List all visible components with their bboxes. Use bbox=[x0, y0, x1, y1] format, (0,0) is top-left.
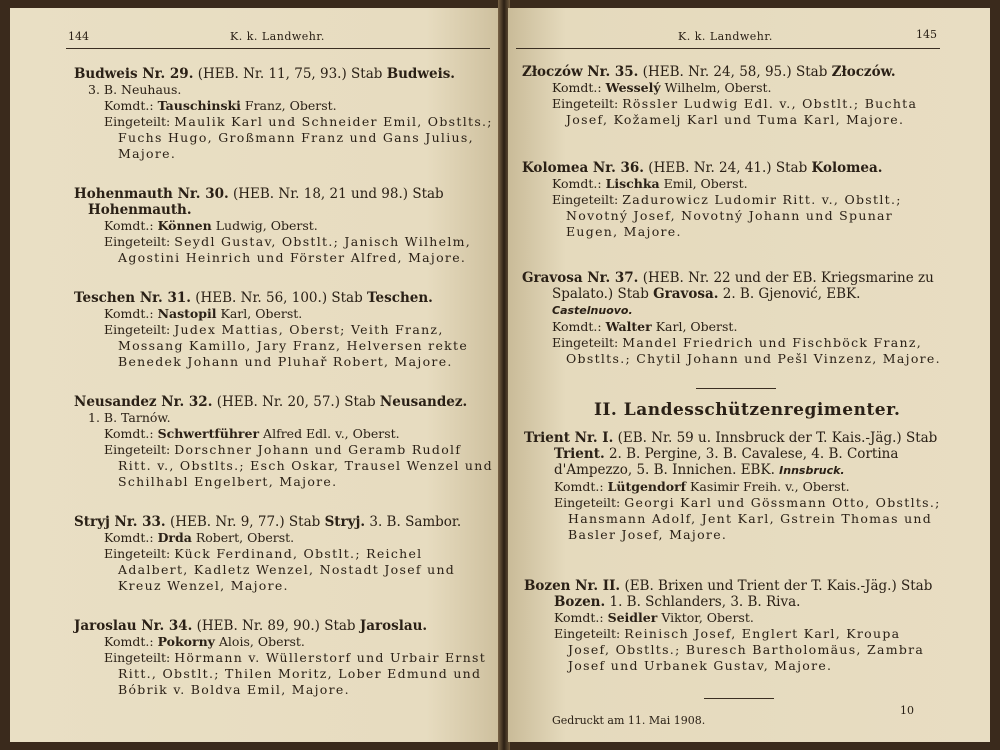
signature-mark: 10 bbox=[900, 704, 914, 717]
entry-jaroslau: Jaroslau Nr. 34. (HEB. Nr. 89, 90.) Stab Jaroslau. Komdt.: Pokorny Alois, Oberst. Eingeteilt: Hörmann v. Wüllerstorf und Urbair Ernst Ritt., Obstlt.; Thilen Moritz, Lober Edmund und Bóbrik v. Boldva Emil, Majore. bbox=[74, 618, 487, 697]
entry-trient: Trient Nr. I. (EB. Nr. 59 u. Innsbruck der T. Kais.-Jäg.) Stab Trient. 2. B. Pergine, 3. B. Cavalese, 4. B. Cortina d'Ampezzo, 5. B. Innichen. EBK. Innsbruck. Komdt.: Lütgendorf Kasimir Freih. v., Oberst. Eingeteilt: Georgi Karl und Gössmann Otto, Obstlts.; Hansmann Adolf, Jent Karl, Gstrein Thomas und Basler Josef, Majore. bbox=[524, 430, 941, 542]
entry-gravosa: Gravosa Nr. 37. (HEB. Nr. 22 und der EB. Kriegsmarine zu Spalato.) Stab Gravosa. 2. B. Gjenović, EBK. Castelnuovo. Komdt.: Walter Karl, Oberst. Eingeteilt: Mandel Friedrich und Fischböck Franz, Obstlts.; Chytil Johann und Pešl Vinzenz, Majore. bbox=[522, 270, 941, 366]
footer-divider bbox=[704, 698, 774, 699]
entry-budweis: Budweis Nr. 29. (HEB. Nr. 11, 75, 93.) Stab Budweis. 3. B. Neuhaus. Komdt.: Tauschinski Franz, Oberst. Eingeteilt: Maulik Karl und Schneider Emil, Obstlts.; Fuchs Hugo, Großmann Franz und Gans Julius, Majore. bbox=[74, 66, 493, 161]
entry-kolomea: Kolomea Nr. 36. (HEB. Nr. 24, 41.) Stab Kolomea. Komdt.: Lischka Emil, Oberst. Eingeteilt: Zadurowicz Ludomir Ritt. v., Obstlt.; Novotný Josef, Novotný Johann und Spunar Eugen, Majore. bbox=[522, 160, 902, 239]
entry-hohenmauth: Hohenmauth Nr. 30. (HEB. Nr. 18, 21 und 98.) Stab Hohenmauth. Komdt.: Können Ludwig, Oberst. Eingeteilt: Seydl Gustav, Obstlt.; Janisch Wilhelm, Agostini Heinrich und Förster Alfred, Majore. bbox=[74, 186, 472, 265]
running-header-left: K. k. Landwehr. bbox=[230, 30, 325, 43]
entry-zloczow: Złoczów Nr. 35. (HEB. Nr. 24, 58, 95.) Stab Złoczów. Komdt.: Wesselý Wilhelm, Oberst. Eingeteilt: Rössler Ludwig Edl. v., Obstlt.; Buchta Josef, Kožamelj Karl und Tuma Karl, Majore. bbox=[522, 64, 918, 127]
entry-neusandez: Neusandez Nr. 32. (HEB. Nr. 20, 57.) Stab Neusandez. 1. B. Tarnów. Komdt.: Schwertführer Alfred Edl. v., Oberst. Eingeteilt: Dorschner Johann und Geramb Rudolf Ritt. v., Obstlts.; Esch Oskar, Trausel Wenzel und Schilhabl Engelbert, Majore. bbox=[74, 394, 493, 489]
right-page bbox=[508, 8, 990, 742]
header-rule-left bbox=[66, 48, 490, 49]
entry-bozen: Bozen Nr. II. (EB. Brixen und Trient der T. Kais.-Jäg.) Stab Bozen. 1. B. Schlanders, 3. B. Riva. Komdt.: Seidler Viktor, Oberst. Eingeteilt: Reinisch Josef, Englert Karl, Kroupa Josef, Obstlts.; Buresch Bartholomäus, Zambra Josef und Urbanek Gustav, Majore. bbox=[524, 578, 933, 673]
entry-stryj: Stryj Nr. 33. (HEB. Nr. 9, 77.) Stab Stryj. 3. B. Sambor. Komdt.: Drda Robert, Oberst. Eingeteilt: Kück Ferdinand, Obstlt.; Reichel Adalbert, Kadletz Wenzel, Nostadt Josef und Kreuz Wenzel, Majore. bbox=[74, 514, 462, 593]
entry-teschen: Teschen Nr. 31. (HEB. Nr. 56, 100.) Stab Teschen. Komdt.: Nastopil Karl, Oberst. Eingeteilt: Judex Mattias, Oberst; Veith Franz, Mossang Kamillo, Jary Franz, Helversen rekte Benedek Johann und Pluhař Robert, Majore. bbox=[74, 290, 469, 369]
section-divider bbox=[696, 388, 776, 389]
running-header-right: K. k. Landwehr. bbox=[678, 30, 773, 43]
page-number-left: 144 bbox=[68, 30, 89, 43]
print-date: Gedruckt am 11. Mai 1908. bbox=[552, 714, 706, 727]
left-page bbox=[10, 8, 500, 742]
header-rule-right bbox=[516, 48, 940, 49]
page-number-right: 145 bbox=[916, 28, 937, 41]
section-title: II. Landesschützenregimenter. bbox=[594, 400, 901, 420]
